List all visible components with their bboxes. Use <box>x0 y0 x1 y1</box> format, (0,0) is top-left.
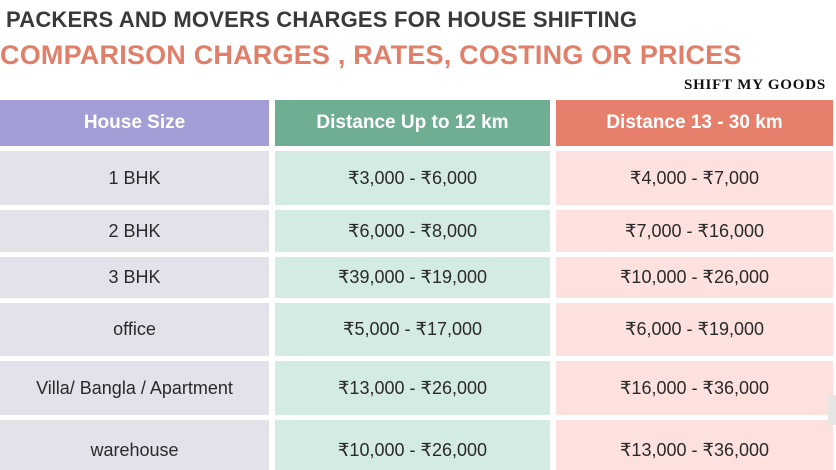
table-cell-price-short: ₹3,000 - ₹6,000 <box>275 151 550 205</box>
table-cell-price-short: ₹13,000 - ₹26,000 <box>275 361 550 415</box>
brand-logo-text: SHIFT MY GOODS <box>683 77 826 93</box>
table-cell-house-size: 2 BHK <box>0 210 269 252</box>
table-cell-price-short: ₹6,000 - ₹8,000 <box>275 210 550 252</box>
table-cell-house-size: office <box>0 303 269 356</box>
table-cell-price-long: ₹6,000 - ₹19,000 <box>556 303 833 356</box>
table-cell-price-long: ₹10,000 - ₹26,000 <box>556 257 833 298</box>
edge-decoration <box>828 395 836 425</box>
header-house-size: House Size <box>0 100 269 146</box>
table-cell-price-short: ₹10,000 - ₹26,000 <box>275 420 550 470</box>
table-cell-house-size: warehouse <box>0 420 269 470</box>
table-cell-price-short: ₹39,000 - ₹19,000 <box>275 257 550 298</box>
table-cell-house-size: 3 BHK <box>0 257 269 298</box>
table-cell-price-long: ₹16,000 - ₹36,000 <box>556 361 833 415</box>
page-subtitle: COMPARISON CHARGES , RATES, COSTING OR PRICES <box>0 40 742 70</box>
page-title: PACKERS AND MOVERS CHARGES FOR HOUSE SHIFTING <box>6 7 638 32</box>
table-cell-price-short: ₹5,000 - ₹17,000 <box>275 303 550 356</box>
table-cell-price-long: ₹13,000 - ₹36,000 <box>556 420 833 470</box>
header-distance-13-30km: Distance 13 - 30 km <box>556 100 833 146</box>
table-cell-price-long: ₹7,000 - ₹16,000 <box>556 210 833 252</box>
table-cell-house-size: Villa/ Bangla / Apartment <box>0 361 269 415</box>
table-cell-house-size: 1 BHK <box>0 151 269 205</box>
table-cell-price-long: ₹4,000 - ₹7,000 <box>556 151 833 205</box>
header-distance-up-to-12km: Distance Up to 12 km <box>275 100 550 146</box>
